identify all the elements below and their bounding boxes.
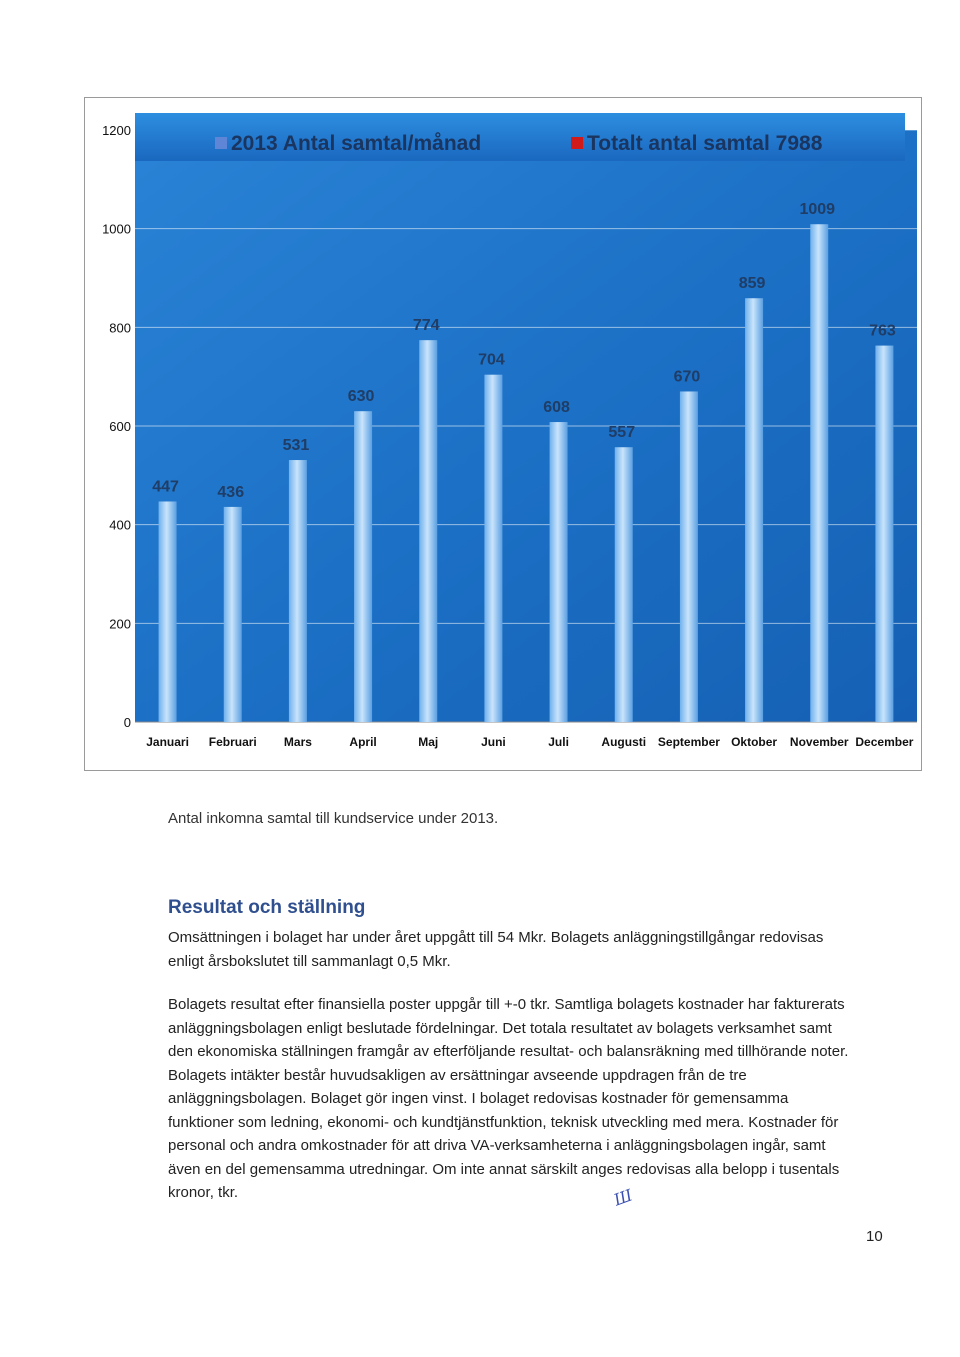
- page-number: 10: [866, 1228, 883, 1245]
- x-tick-label: April: [349, 735, 377, 749]
- y-tick-label: 0: [123, 715, 131, 730]
- bar: [615, 447, 633, 722]
- data-label: 670: [673, 368, 701, 386]
- paragraph-revenue: Omsättningen i bolaget har under året uppgått till 54 Mkr. Bolagets anläggningstillgångar redovisas enligt årsbokslutet till sammanlagt 0,5 Mkr.: [168, 929, 824, 970]
- data-label: 557: [608, 424, 636, 442]
- x-tick-label: Juni: [481, 735, 506, 749]
- x-tick-label: Februari: [208, 735, 257, 749]
- bar: [419, 340, 437, 722]
- x-tick-label: Mars: [283, 735, 312, 749]
- bar: [224, 507, 242, 722]
- x-tick-label: Oktober: [731, 735, 778, 749]
- data-label: 436: [217, 483, 245, 501]
- chart-frame: [84, 97, 922, 771]
- legend-label: 2013 Antal samtal/månad: [231, 132, 482, 155]
- data-label: 704: [478, 351, 505, 369]
- data-label: 774: [412, 317, 440, 335]
- y-tick-label: 200: [109, 616, 131, 632]
- x-tick-label: December: [855, 735, 914, 749]
- handwritten-initials: Ш: [611, 1185, 635, 1210]
- data-label: 531: [282, 437, 310, 455]
- y-tick-label: 1000: [102, 221, 131, 237]
- data-label: 1009: [799, 201, 836, 219]
- legend-swatch: [571, 137, 583, 149]
- legend-swatch: [215, 137, 227, 149]
- bar: [550, 422, 568, 722]
- data-label: 859: [738, 275, 766, 293]
- x-tick-label: Januari: [146, 735, 189, 749]
- data-label: 447: [152, 478, 179, 496]
- bar-chart: [85, 98, 921, 770]
- bar: [354, 411, 372, 722]
- y-tick-label: 800: [109, 320, 131, 336]
- data-label: 630: [347, 388, 375, 406]
- y-tick-label: 600: [109, 419, 131, 434]
- legend-label: Totalt antal samtal 7988: [587, 132, 823, 155]
- x-tick-label: Augusti: [601, 735, 647, 749]
- data-label: 608: [543, 399, 570, 417]
- x-tick-label: Maj: [418, 735, 439, 749]
- x-tick-label: September: [657, 735, 720, 749]
- x-tick-label: November: [789, 735, 849, 749]
- bar: [680, 391, 698, 722]
- y-tick-label: 1200: [102, 123, 131, 138]
- paragraph-result: Bolagets resultat efter finansiella poster uppgår till +-0 tkr. Samtliga bolagets kostnader har fakturerats anläggningsbolagen enligt beslutade fördelningar. Det totala resultatet av bolagets verksamhet samt den ekonomiska ställningen framgår av efterföljande resultat- och balansräkning med tillhörande noter. Bolagets intäkter består huvudsakligen av ersättningar avseende uppdragen från de tre anläggningsbolagen. Bolaget gör ingen vinst. I bolaget redovisas kostnader för gemensamma funktioner som ledning, ekonomi- och kundtjänstfunktion, teknisk utveckling med mera. Kostnader för personal och andra omkostnader för att driva VA-verksamheterna i anläggningsbolagen ingår, samt även en del gemensamma utredningar. Om inte annat särskilt anges redovisas alla belopp i tusentals kronor, tkr.: [168, 996, 849, 1201]
- bar: [159, 501, 177, 722]
- bar: [810, 224, 828, 722]
- y-tick-label: 400: [109, 517, 131, 533]
- bar: [484, 375, 502, 722]
- bar: [289, 460, 307, 722]
- section-title: Resultat och ställning: [168, 897, 366, 918]
- chart-caption: Antal inkomna samtal till kundservice under 2013.: [168, 810, 499, 827]
- bar: [875, 346, 893, 722]
- bar: [745, 298, 763, 722]
- x-tick-label: Juli: [548, 735, 569, 749]
- data-label: 763: [869, 322, 896, 340]
